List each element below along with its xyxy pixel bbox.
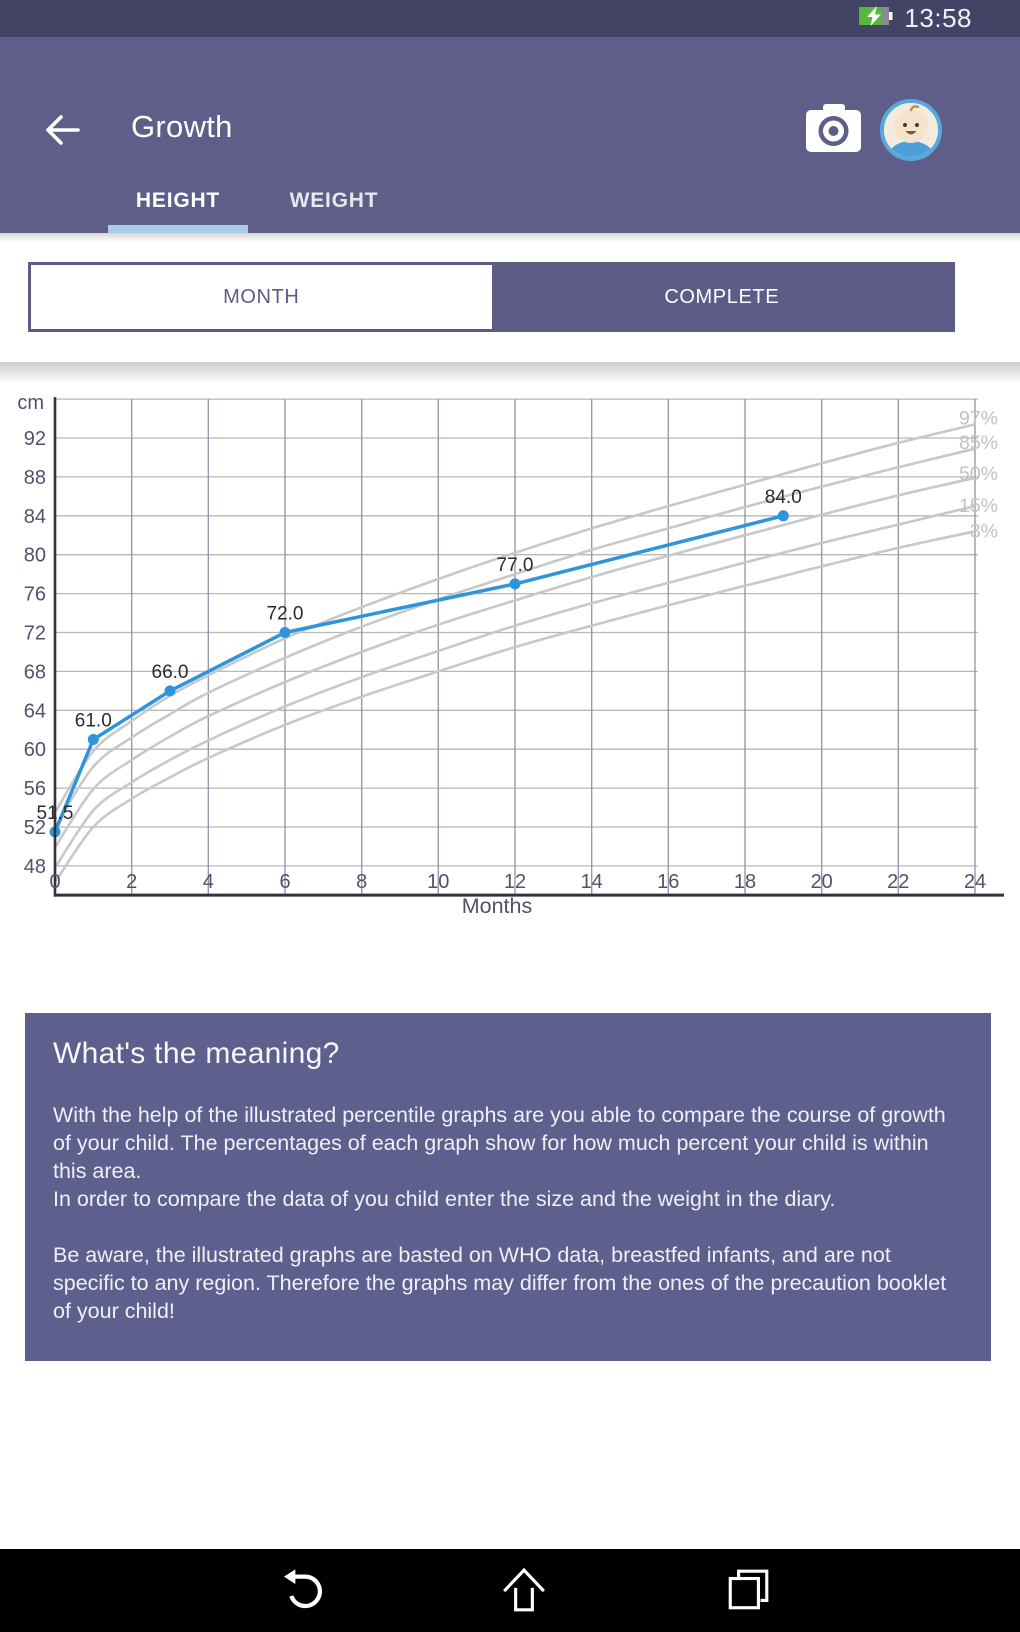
x-axis-title: Months	[461, 894, 533, 918]
percentile-label-85%: 85%	[958, 431, 998, 454]
x-tick-label: 0	[49, 871, 61, 893]
x-tick-label: 12	[503, 871, 527, 893]
toggle-complete[interactable]: COMPLETE	[492, 265, 953, 329]
y-tick-label: 60	[23, 739, 46, 762]
x-tick-label: 20	[810, 871, 833, 893]
info-box	[25, 1013, 991, 1361]
nav-home-button[interactable]	[500, 1566, 548, 1614]
nav-recents-icon	[724, 1602, 772, 1617]
baby-avatar-icon	[879, 150, 943, 165]
x-tick-label: 2	[126, 871, 138, 893]
y-axis-unit-label: cm	[17, 392, 44, 414]
y-tick-label: 52	[23, 817, 46, 839]
child-avatar[interactable]	[879, 98, 943, 162]
percentile-label-15%: 15%	[958, 495, 998, 518]
tab-weight[interactable]	[264, 169, 404, 233]
info-paragraph: With the help of the illustrated percentile graphs are you able to compare the course of growth of your child. The percentages of each graph show for how much percent your child is within this area.	[53, 1103, 946, 1183]
y-tick-label: 64	[23, 700, 46, 723]
y-tick-label: 76	[23, 583, 46, 606]
y-tick-label: 72	[23, 622, 46, 645]
status-time: 13:58	[904, 3, 972, 33]
nav-back-icon	[276, 1602, 324, 1617]
active-tab-indicator	[108, 225, 248, 233]
data-point-77.0[interactable]	[510, 578, 521, 589]
tab-weight-label: WEIGHT	[289, 189, 379, 212]
range-toggle	[28, 262, 955, 332]
data-point-label: 51.5	[36, 802, 74, 824]
growth-chart-card	[0, 362, 1020, 945]
nav-home-icon	[500, 1602, 548, 1617]
y-tick-label: 84	[23, 505, 46, 528]
x-tick-label: 22	[887, 871, 910, 893]
x-tick-label: 8	[356, 871, 368, 893]
toggle-section	[0, 233, 1020, 362]
data-point-label: 77.0	[496, 554, 534, 576]
toggle-month[interactable]: MONTH	[31, 265, 492, 329]
percentile-label-50%: 50%	[958, 463, 998, 485]
info-paragraph: Be aware, the illustrated graphs are basted on WHO data, breastfed infants, and are not specific to any region. Therefore the graphs may differ from the ones of the precaution booklet of your child!	[53, 1243, 947, 1323]
y-tick-label: 48	[23, 855, 46, 878]
x-tick-label: 24	[963, 871, 987, 893]
y-tick-label: 92	[23, 428, 46, 450]
back-button[interactable]	[40, 109, 84, 153]
data-point-label: 84.0	[764, 486, 802, 508]
x-tick-label: 16	[657, 871, 680, 893]
app-bar	[0, 37, 1020, 233]
data-point-84.0[interactable]	[778, 510, 789, 521]
tab-height[interactable]	[108, 169, 248, 233]
y-tick-label: 56	[23, 778, 46, 801]
appbar-shadow	[0, 233, 1020, 242]
tab-bar	[108, 169, 404, 233]
y-tick-label: 80	[23, 544, 46, 567]
data-point-66.0[interactable]	[165, 685, 176, 696]
info-paragraph: In order to compare the data of you child enter the size and the weight in the diary.	[53, 1187, 836, 1211]
card-shadow	[0, 362, 1020, 384]
nav-back-button[interactable]	[276, 1566, 324, 1614]
height-percentile-chart[interactable]	[0, 362, 1020, 945]
percentile-label-3%: 3%	[969, 520, 998, 543]
x-tick-label: 4	[202, 871, 214, 893]
y-tick-label: 68	[23, 661, 46, 684]
y-tick-label: 88	[23, 466, 46, 489]
percentile-label-97%: 97%	[958, 407, 998, 430]
navigation-bar	[0, 1549, 1020, 1632]
data-point-61.0[interactable]	[88, 734, 99, 745]
nav-recents-button[interactable]	[724, 1566, 772, 1614]
x-tick-label: 10	[427, 871, 450, 893]
data-point-72.0[interactable]	[280, 627, 291, 638]
battery-charging-icon	[858, 4, 894, 33]
x-tick-label: 18	[733, 871, 757, 893]
data-point-label: 66.0	[151, 661, 189, 683]
x-tick-label: 14	[580, 871, 603, 893]
arrow-left-icon	[42, 135, 82, 150]
tab-height-label: HEIGHT	[135, 189, 221, 212]
status-bar	[0, 0, 1020, 37]
info-title: What's the meaning?	[53, 1037, 340, 1070]
camera-icon	[803, 144, 863, 159]
camera-button[interactable]	[803, 100, 863, 156]
data-point-label: 61.0	[74, 710, 112, 732]
data-point-label: 72.0	[266, 603, 304, 625]
x-tick-label: 6	[279, 871, 291, 893]
page-title: Growth	[131, 109, 233, 144]
